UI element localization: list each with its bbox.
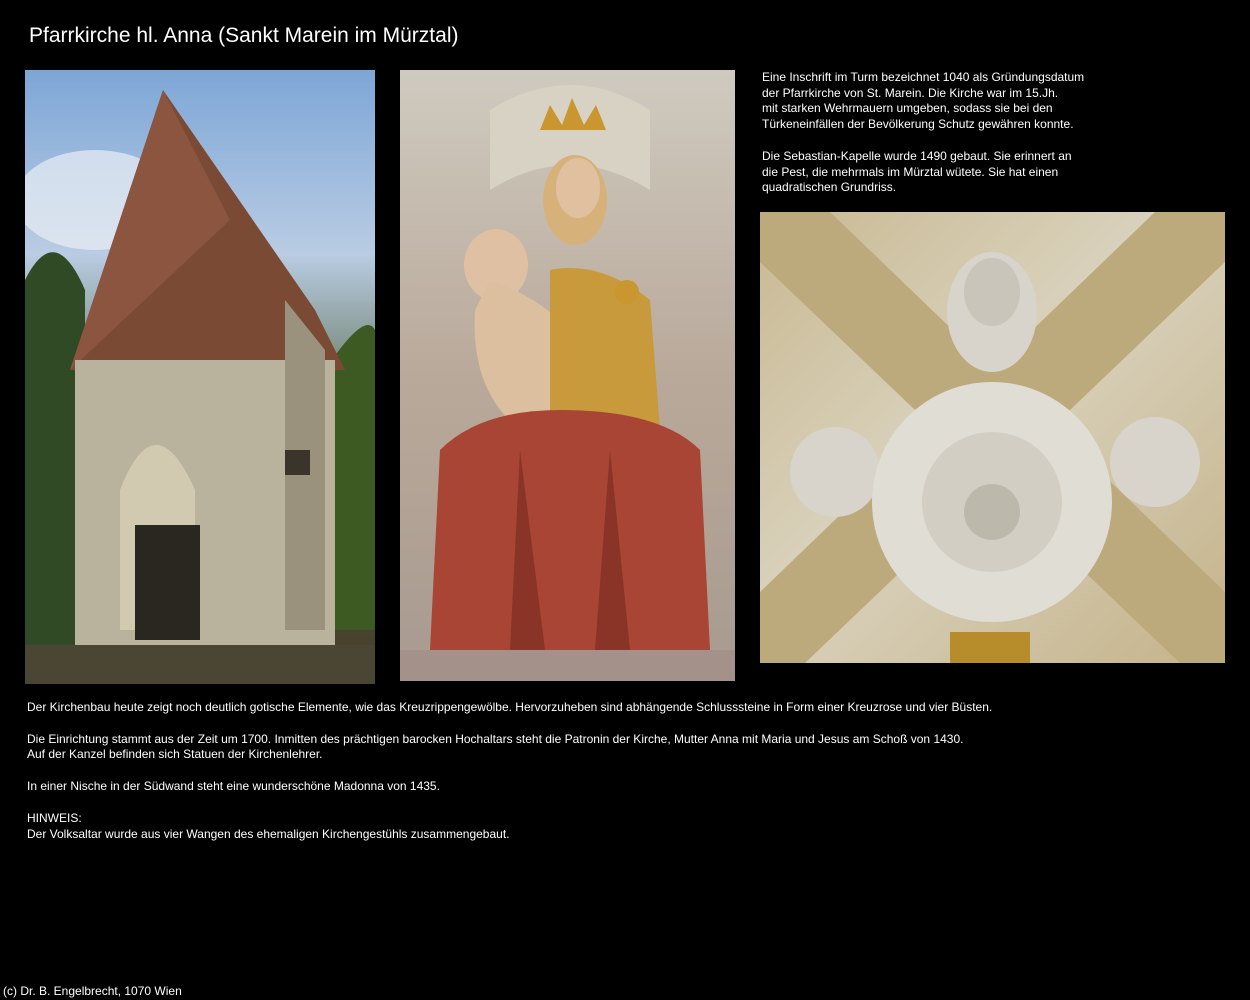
intro-line: quadratischen Grundriss. [762, 180, 897, 195]
body-paragraph-furnishing: Die Einrichtung stammt aus der Zeit um 1700. Inmitten des prächtigen barocken Hochaltars steht die Patronin der Kirche, Mutter Anna mit Maria und Jesus am Schoß von 1430. [27, 731, 964, 746]
paragraph-gap [762, 133, 1084, 149]
intro-line: Türkeneinfällen der Bevölkerung Schutz gewähren konnte. [762, 117, 1074, 132]
intro-line: Eine Inschrift im Turm bezeichnet 1040 als Gründungsdatum [762, 70, 1085, 84]
body-paragraph-architecture: Der Kirchenbau heute zeigt noch deutlich gotische Elemente, wie das Kreuzrippengewölbe. Hervorzuheben sind abhängende Schlusssteine in Form einer Kreuzrose und vier Büsten. [27, 700, 993, 714]
intro-text [762, 70, 1084, 196]
body-paragraph-madonna: In einer Nische in der Südwand steht eine wunderschöne Madonna von 1435. [27, 779, 440, 794]
keystone-photo [760, 212, 1225, 663]
paragraph-gap [27, 795, 992, 811]
madonna-photo [400, 70, 735, 681]
intro-line: Die Sebastian-Kapelle wurde 1490 gebaut. Sie erinnert an [762, 148, 1072, 163]
notice-text: Der Volksaltar wurde aus vier Wangen des ehemaligen Kirchengestühls zusammengebaut. [27, 826, 510, 841]
chapel-photo [25, 70, 375, 684]
intro-line: mit starken Wehrmauern umgeben, sodass sie bei den [762, 101, 1053, 116]
body-text [27, 700, 992, 842]
intro-line: der Pfarrkirche von St. Marein. Die Kirche war im 15.Jh. [762, 85, 1059, 100]
page-title: Pfarrkirche hl. Anna (Sankt Marein im Mürztal) [29, 24, 459, 47]
body-paragraph-pulpit: Auf der Kanzel befinden sich Statuen der Kirchenlehrer. [27, 747, 323, 762]
paragraph-gap [27, 763, 992, 779]
copyright-footer: (c) Dr. B. Engelbrecht, 1070 Wien [3, 984, 182, 998]
paragraph-gap [27, 716, 992, 732]
intro-line: die Pest, die mehrmals im Mürztal wütete. Sie hat einen [762, 164, 1059, 179]
notice-heading: HINWEIS: [27, 810, 82, 825]
